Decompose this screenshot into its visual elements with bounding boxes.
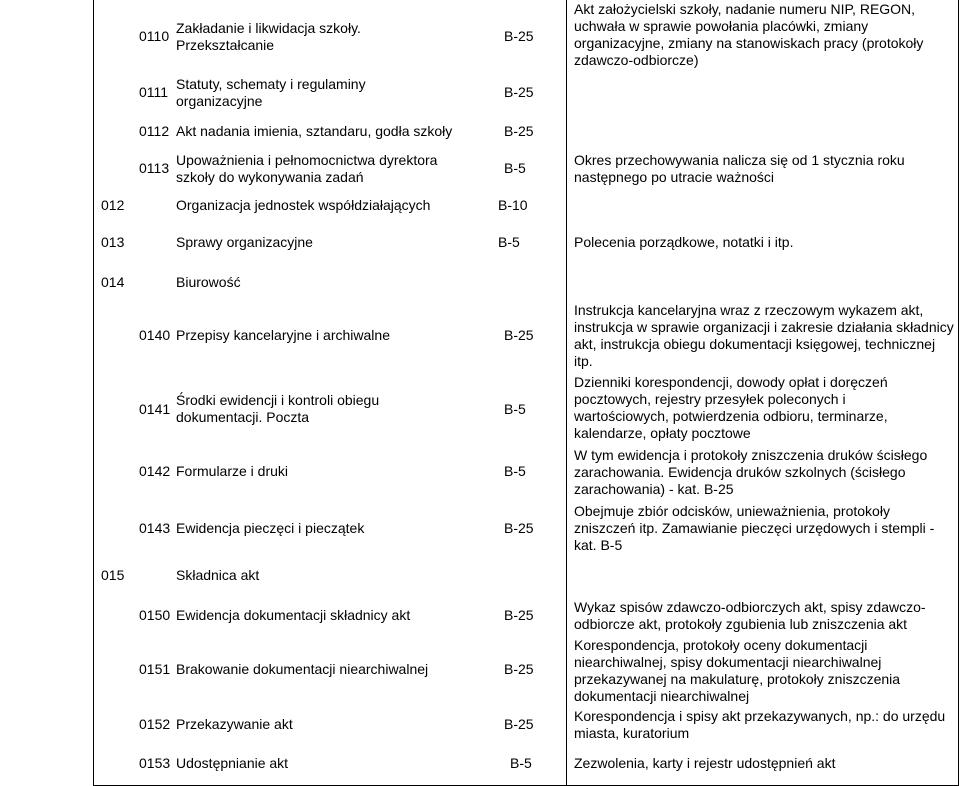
row-category: B-25 (504, 716, 534, 732)
row-title: Sprawy organizacyjne (176, 234, 313, 250)
row-category: B-5 (504, 463, 526, 479)
row-code: 0110 (139, 28, 170, 44)
note-text: Dzienniki korespondencji, dowody opłat i doręczeń pocztowych, rejestry przesyłek poleconych i wartościowych, potwierdzenia odbioru, terminarze, kalendarze, opłaty pocztowe (574, 374, 888, 441)
note-text: Korespondencja i spisy akt przekazywanych, np.: do urzędu miasta, kuratorium (574, 708, 946, 741)
table-left-border (93, 0, 94, 786)
row-category: B-10 (498, 197, 528, 213)
note-text: Obejmuje zbiór odcisków, unieważnienia, protokoły zniszczeń itp. Zamawianie pieczęci urzędowych i stempli - kat. B-5 (574, 503, 935, 553)
row-category: B-25 (504, 661, 534, 677)
note-text: Korespondencja, protokoły oceny dokumentacji niearchiwalnej, spisy dokumentacji niearchiwalnej przekazywanej na makulaturę, protokoły zniszczenia dokumentacji niearchiwalnej (574, 637, 901, 704)
row-category: B-25 (504, 327, 534, 343)
row-code: 014 (101, 274, 125, 290)
note-text: Akt założycielski szkoły, nadanie numeru NIP, REGON, uchwała w sprawie powołania placówki, zmiany organizacyjne, zmiany na stanowiskach pracy (protokoły zdawczo-odbiorcze) (574, 1, 924, 68)
row-code: 0151 (139, 661, 171, 677)
row-code: 0140 (139, 327, 171, 343)
notes-column-border (566, 0, 567, 786)
row-title: Upoważnienia i pełnomocnictwa dyrektora szkoły do wykonywania zadań (176, 152, 438, 185)
row-category: B-25 (504, 520, 534, 536)
row-title: Udostępnianie akt (176, 755, 289, 771)
row-code: 012 (101, 197, 125, 213)
row-category: B-5 (504, 160, 526, 176)
note-text: Instrukcja kancelaryjna wraz z rzeczowym wykazem akt, instrukcja w sprawie organizacji i zakresie działania składnicy akt, instrukcja obiegu dokumentacji księgowej, technicznej itp. (574, 302, 954, 369)
row-category: B-5 (510, 755, 532, 771)
note-text: Polecenia porządkowe, notatki i itp. (574, 234, 794, 250)
row-title: Ewidencja pieczęci i pieczątek (176, 520, 365, 536)
row-title: Zakładanie i likwidacja szkoły. Przekształcanie (176, 20, 361, 53)
table-right-border (958, 0, 959, 786)
note-text: Wykaz spisów zdawczo-odbiorczych akt, spisy zdawczo-odbiorcze akt, protokoły zgubienia lub zniszczenia akt (574, 599, 926, 632)
row-title: Akt nadania imienia, sztandaru, godła szkoły (176, 123, 453, 139)
row-title: Ewidencja dokumentacji składnicy akt (176, 607, 411, 623)
row-code: 0142 (139, 463, 171, 479)
row-code: 0153 (139, 755, 171, 771)
row-code: 0111 (139, 84, 169, 100)
row-title: Środki ewidencji i kontroli obiegu dokumentacji. Poczta (176, 392, 380, 425)
row-title: Statuty, schematy i regulaminy organizacyjne (176, 76, 366, 109)
row-code: 0150 (139, 607, 171, 623)
note-text: Okres przechowywania nalicza się od 1 stycznia roku następnego po utracie ważności (574, 152, 905, 185)
row-code: 0152 (139, 716, 171, 732)
row-title: Organizacja jednostek współdziałających (176, 197, 431, 213)
row-title: Składnica akt (176, 567, 260, 583)
row-code: 0113 (139, 160, 170, 176)
row-title: Przekazywanie akt (176, 716, 293, 732)
row-category: B-25 (504, 123, 534, 139)
row-code: 0141 (139, 401, 171, 417)
row-code: 015 (101, 567, 125, 583)
row-title: Formularze i druki (176, 463, 289, 479)
row-code: 0112 (139, 123, 170, 139)
row-category: B-5 (498, 234, 520, 250)
row-category: B-25 (504, 28, 534, 44)
row-category: B-25 (504, 607, 534, 623)
row-title: Brakowanie dokumentacji niearchiwalnej (176, 661, 429, 677)
note-text: W tym ewidencja i protokoły zniszczenia druków ścisłego zarachowania. Ewidencja druków szkolnych (ścisłego zarachowania) - kat. B-25 (574, 447, 928, 497)
row-title: Biurowość (176, 274, 241, 290)
note-text: Zezwolenia, karty i rejestr udostępnień akt (574, 755, 836, 771)
row-code: 013 (101, 234, 125, 250)
row-category: B-25 (504, 84, 534, 100)
row-category: B-5 (504, 401, 526, 417)
row-title: Przepisy kancelaryjne i archiwalne (176, 327, 390, 343)
row-code: 0143 (139, 520, 171, 536)
